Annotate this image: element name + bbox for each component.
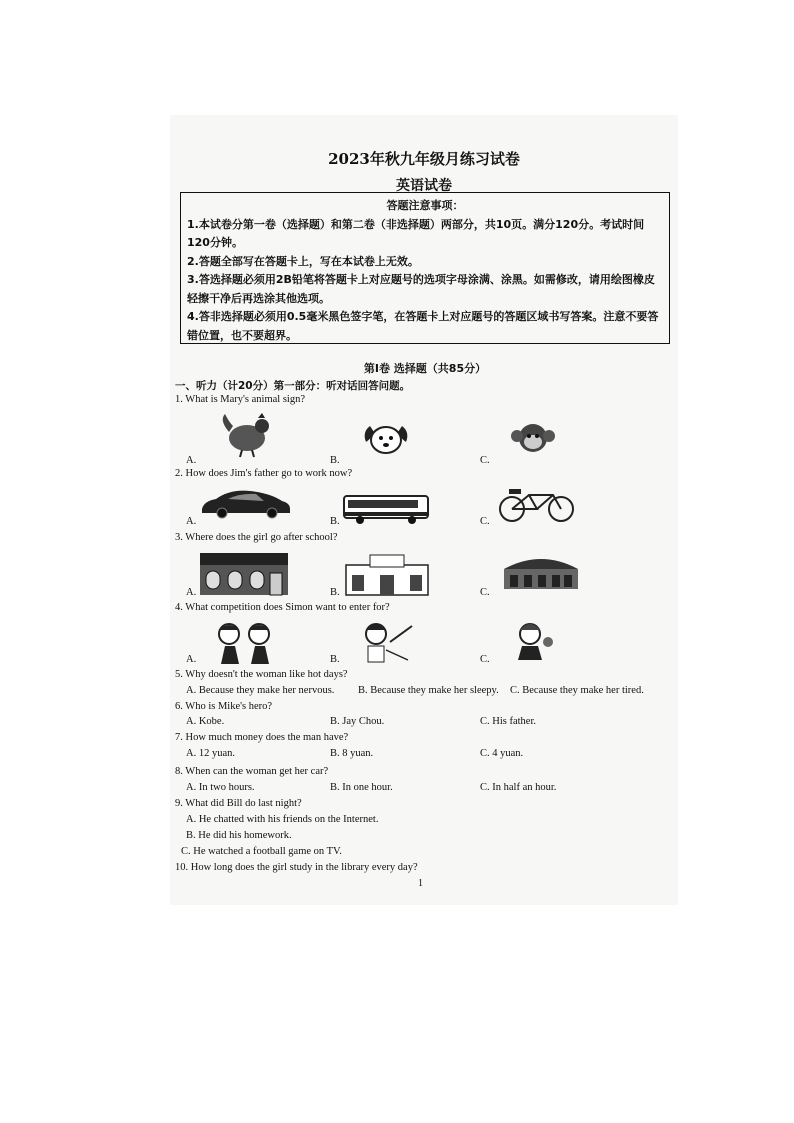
option-2a: A. (186, 516, 197, 527)
option-2c: C. (480, 516, 490, 527)
option-2b: B. (330, 516, 340, 527)
option-3a: A. (186, 587, 197, 598)
option-6a: A. Kobe. (186, 716, 225, 727)
option-9b: B. He did his homework. (186, 830, 292, 841)
option-6c: C. His father. (480, 716, 536, 727)
option-3c: C. (480, 587, 490, 598)
library-icon (198, 551, 290, 597)
question-5: 5. Why doesn't the woman like hot days? (175, 669, 348, 680)
option-5c: C. Because they make her tired. (510, 685, 644, 696)
singing-icon (205, 620, 283, 666)
rooster-icon (212, 412, 282, 458)
option-4a: A. (186, 654, 197, 665)
option-8a: A. In two hours. (186, 782, 255, 793)
question-4: 4. What competition does Simon want to enter for? (175, 602, 390, 613)
option-3b: B. (330, 587, 340, 598)
question-2: 2. How does Jim's father go to work now? (175, 468, 353, 479)
option-8b: B. In one hour. (330, 782, 393, 793)
bicycle-icon (495, 487, 580, 523)
option-5a: A. Because they make her nervous. (186, 685, 335, 696)
notice-box (180, 192, 670, 344)
monkey-icon (505, 418, 563, 460)
option-8c: C. In half an hour. (480, 782, 557, 793)
option-7b: B. 8 yuan. (330, 748, 374, 759)
option-1c: C. (480, 455, 490, 466)
option-4c: C. (480, 654, 490, 665)
section-title: 第Ⅰ卷 选择题（共85分） (363, 362, 487, 375)
option-7a: A. 12 yuan. (186, 748, 235, 759)
drawing-icon (350, 620, 426, 666)
theater-icon (500, 553, 582, 591)
option-9c: C. He watched a football game on TV. (181, 846, 342, 857)
question-3: 3. Where does the girl go after school? (175, 532, 338, 543)
option-5b: B. Because they make her sleepy. (358, 685, 499, 696)
exam-title: 2023年秋九年级月练习试卷 (328, 150, 520, 168)
option-9a: A. He chatted with his friends on the Internet. (186, 814, 379, 825)
question-10: 10. How long does the girl study in the library every day? (175, 862, 418, 873)
option-6b: B. Jay Chou. (330, 716, 385, 727)
option-1a: A. (186, 455, 197, 466)
option-4b: B. (330, 654, 340, 665)
bus-icon (340, 492, 432, 526)
store-icon (340, 553, 434, 597)
question-7: 7. How much money does the man have? (175, 732, 349, 743)
question-8: 8. When can the woman get her car? (175, 766, 329, 777)
notice-heading: 答题注意事项： (386, 199, 464, 212)
question-1: 1. What is Mary's animal sign? (175, 394, 306, 405)
dog-icon (358, 414, 418, 462)
notice-item: 3.答选择题必须用2B铅笔将答题卡上对应题号的选项字母涂满、涂黑。如需修改，请用绘图橡皮轻擦干净后再选涂其他选项。 (187, 273, 655, 305)
question-9: 9. What did Bill do last night? (175, 798, 302, 809)
option-7c: C. 4 yuan. (480, 748, 524, 759)
part-title: 一、听力（计20分）第一部分：听对话回答问题。 (175, 380, 411, 392)
notice-item: 4.答非选择题必须用0.5毫米黑色签字笔，在答题卡上对应题号的答题区域书写答案。注意不要答错位置，也不要超界。 (187, 310, 659, 342)
notice-item: 2.答题全部写在答题卡上，写在本试卷上无效。 (187, 254, 419, 268)
dancing-icon (508, 620, 558, 666)
exam-subtitle: 英语试卷 (396, 178, 452, 194)
option-1b: B. (330, 455, 340, 466)
notice-item: 1.本试卷分第一卷（选择题）和第二卷（非选择题）两部分，共10页。满分120分。考试时间120分钟。 (187, 217, 645, 249)
page-number: 1 (418, 878, 423, 889)
car-icon (198, 487, 293, 519)
question-6: 6. Who is Mike's hero? (175, 701, 273, 712)
